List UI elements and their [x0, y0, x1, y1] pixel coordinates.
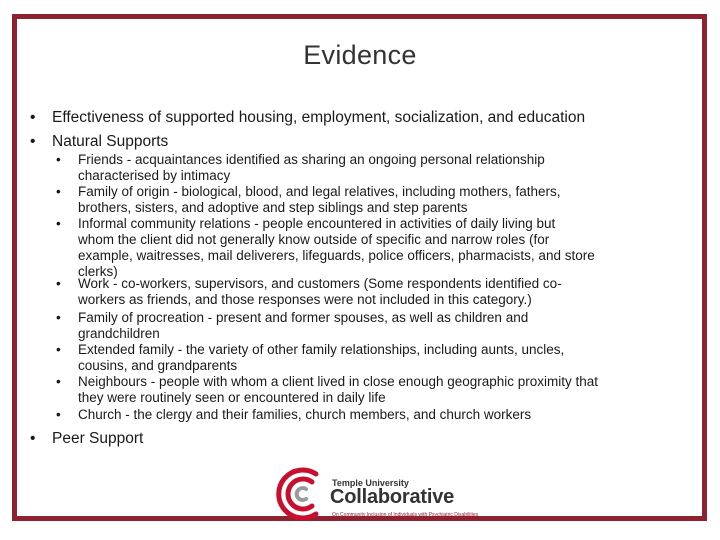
bullet-dot: • — [30, 109, 36, 126]
sub-bullet-line: clerks) — [78, 264, 118, 279]
bullet-dot: • — [30, 430, 36, 447]
sub-bullet-line: characterised by intimacy — [78, 168, 231, 183]
sub-bullet-line: Work - co-workers, supervisors, and customers (Some respondents identified co- — [78, 276, 562, 291]
bullet-dot: • — [30, 133, 36, 150]
sub-bullet-line: workers as friends, and those responses were not included in this category.) — [78, 292, 532, 307]
bullet-dot: • — [56, 152, 61, 167]
sub-bullet-line: Extended family - the variety of other family relationships, including aunts, uncles, — [78, 342, 565, 357]
sub-bullet-line: cousins, and grandparents — [78, 358, 238, 373]
bullet-dot: • — [56, 342, 61, 357]
sub-bullet-line: they were routinely seen or encountered in daily life — [78, 390, 386, 405]
bullet-dot: • — [56, 276, 61, 291]
logo-tagline: On Community Inclusion of Individuals with Psychiatric Disabilities — [332, 512, 479, 518]
bullet-dot: • — [56, 407, 61, 422]
bullet-text: Natural Supports — [52, 133, 169, 150]
bullet-text: Peer Support — [52, 430, 144, 447]
sub-bullet-line: Informal community relations - people encountered in activities of daily living but — [78, 216, 556, 231]
bullet-dot: • — [56, 216, 61, 231]
sub-bullet-line: Friends - acquaintances identified as sharing an ongoing personal relationship — [78, 152, 545, 167]
sub-bullet-line: grandchildren — [78, 326, 160, 341]
sub-bullet-line: Family of procreation - present and former spouses, as well as children and — [78, 310, 529, 325]
collaborative-logo — [272, 462, 479, 526]
logo-university-text: Temple University — [332, 478, 409, 488]
logo-c-mark-icon — [272, 462, 328, 526]
slide-title: Evidence — [303, 40, 417, 70]
bullet-dot: • — [56, 184, 61, 199]
bullet-dot: • — [56, 374, 61, 389]
sub-bullet-line: Neighbours - people with whom a client lived in close enough geographic proximity that — [78, 374, 599, 389]
sub-bullet-line: Church - the clergy and their families, church members, and church workers — [78, 407, 532, 422]
sub-bullet-line: whom the client did not generally know outside of specific and narrow roles (for — [78, 232, 550, 247]
logo-wordmark: Collaborative — [330, 486, 455, 508]
bullet-dot: • — [56, 310, 61, 325]
sub-bullet-line: brothers, sisters, and adoptive and step siblings and step parents — [78, 200, 468, 215]
sub-bullet-line: example, waitresses, mail deliverers, lifeguards, police officers, pharmacists, and store — [78, 248, 595, 263]
bullet-text: Effectiveness of supported housing, employment, socialization, and education — [52, 109, 586, 126]
sub-bullet-line: Family of origin - biological, blood, and legal relatives, including mothers, fathers, — [78, 184, 561, 199]
